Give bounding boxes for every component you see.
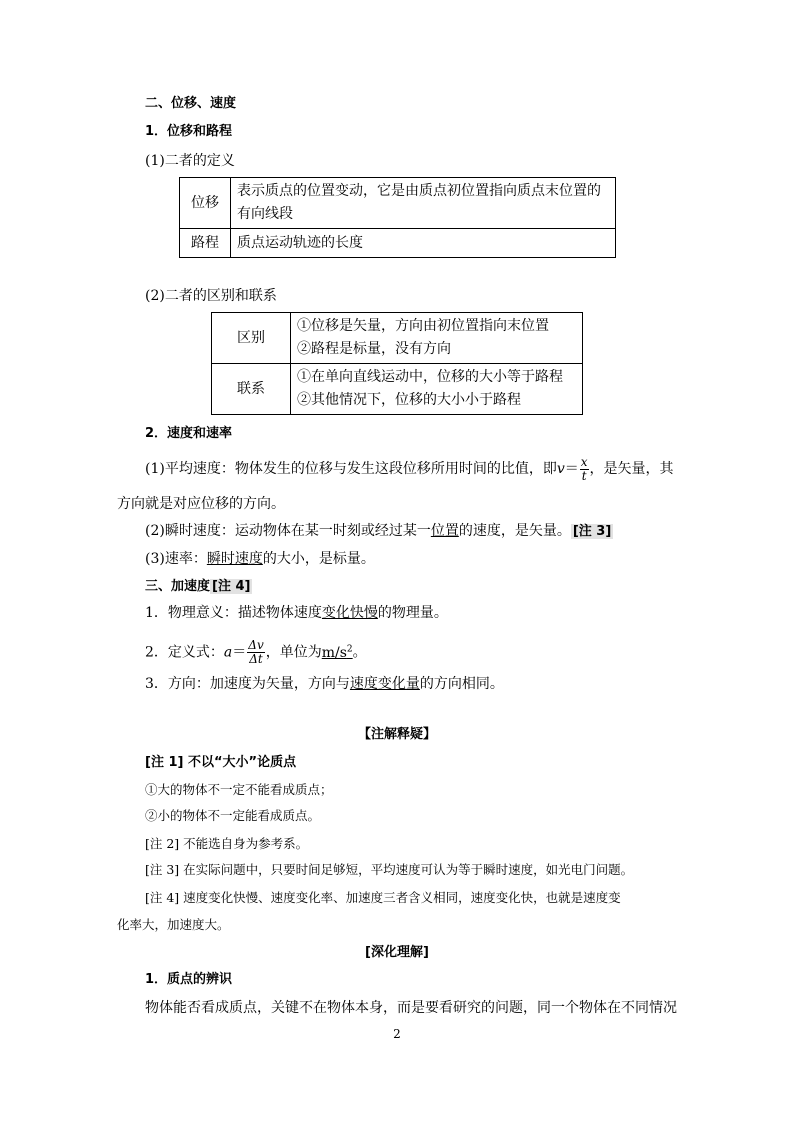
note-reference: [注 3] [572,524,612,539]
note-item: [注 3] 在实际问题中，只要时间足够短，平均速度可认为等于瞬时速度，如光电门问题。 [145,862,634,877]
note-title: [注 1] 不以“大小”论质点 [145,755,297,770]
paragraph [145,603,448,623]
note-item: ①大的物体不一定不能看成质点； [145,782,333,797]
equals-sign: ＝ [232,644,247,661]
unit [322,645,353,661]
text: 的速度，是矢量。 [458,523,571,539]
underlined-text: 瞬时速度 [206,551,263,567]
fraction-numerator: Δv [248,638,264,653]
cell-text: 表示质点的位置变动，它是由质点初位置指向质点末位置的 [237,183,601,199]
table-cell: 路程 [180,229,231,258]
cell-text: ①位移是矢量，方向由初位置指向末位置 [297,318,549,334]
notes-heading: 【注解释疑】 [357,727,436,742]
table-cell [231,178,616,229]
paragraph [145,549,375,569]
note-item: 化率大，加速度大。 [117,917,230,932]
paragraph: (2)二者的区别和联系 [145,288,277,304]
note-reference: [注 4] [212,579,251,594]
text: ，是矢量，其 [589,461,674,477]
underlined-text: 速度变化量 [349,676,420,692]
subsection-heading: 1．质点的辨识 [145,972,233,987]
unit-text: m/s [321,644,347,661]
text: ，单位为 [265,644,322,661]
deepen-heading: [深化理解] [365,945,429,960]
subsection-heading: 1．位移和路程 [145,124,233,139]
cell-text: ②其他情况下，位移的大小小于路程 [297,392,521,408]
underlined-text: 变化快慢 [321,605,378,621]
section-heading: 三、加速度 [145,579,211,594]
table-cell [291,364,583,415]
fraction [580,456,589,483]
text: 。 [352,644,367,661]
note-item: [注 4] 速度变化快慢、速度变化率、加速度三者含义相同，速度变化快，也就是速度变 [145,890,621,905]
table-cell: 区别 [212,313,291,364]
paragraph: 物体能否看成质点，关键不在物体本身，而是要看研究的问题，同一个物体在不同情况 [145,1000,677,1016]
text: 3．方向：加速度为矢量，方向与 [145,676,350,692]
fraction [247,639,264,666]
fraction-denominator: Δt [249,652,263,667]
paragraph: (1)二者的定义 [145,153,235,169]
text: 的方向相同。 [419,676,504,692]
text: 2．定义式： [145,644,224,661]
paragraph [145,521,613,542]
table-row [180,178,616,229]
paragraph [145,455,674,483]
table-cell: 位移 [180,178,231,229]
comparison-table [211,312,583,415]
paragraph [145,674,504,694]
page-number: 2 [393,1027,401,1041]
table-row [180,229,616,258]
text: 的大小，是标量。 [262,551,375,567]
text: 的物理量。 [377,605,448,621]
note-item: [注 2] 不能选自身为参考系。 [145,836,309,851]
section-heading: 二、位移、速度 [145,96,237,111]
paragraph: 方向就是对应位移的方向。 [117,496,285,512]
subsection-heading: 2．速度和速率 [145,426,233,441]
section-heading-line [145,576,252,597]
cell-text: ②路程是标量，没有方向 [297,341,451,357]
underlined-text: 位置 [430,523,459,539]
table-cell [291,313,583,364]
definition-table [179,177,616,258]
paragraph [145,634,367,667]
fraction-denominator: t [581,468,587,483]
equals-sign: ＝ [564,461,579,477]
text: (1)平均速度：物体发生的位移与发生这段位移所用时间的比值，即 [145,461,557,477]
unit-exponent: 2 [346,644,353,654]
table-row [212,313,583,364]
table-cell: 联系 [212,364,291,415]
text: (2)瞬时速度：运动物体在某一时刻或经过某一 [145,523,431,539]
variable: v [556,461,565,477]
note-item: ②小的物体不一定能看成质点。 [145,808,321,823]
text: (3)速率： [145,551,207,567]
variable: a [223,644,233,661]
cell-text: ①在单向直线运动中，位移的大小等于路程 [297,369,563,385]
cell-text: 有向线段 [237,206,293,222]
fraction-numerator: x [580,454,588,469]
table-cell: 质点运动轨迹的长度 [231,229,616,258]
text: 1．物理意义：描述物体速度 [145,605,322,621]
table-row [212,364,583,415]
